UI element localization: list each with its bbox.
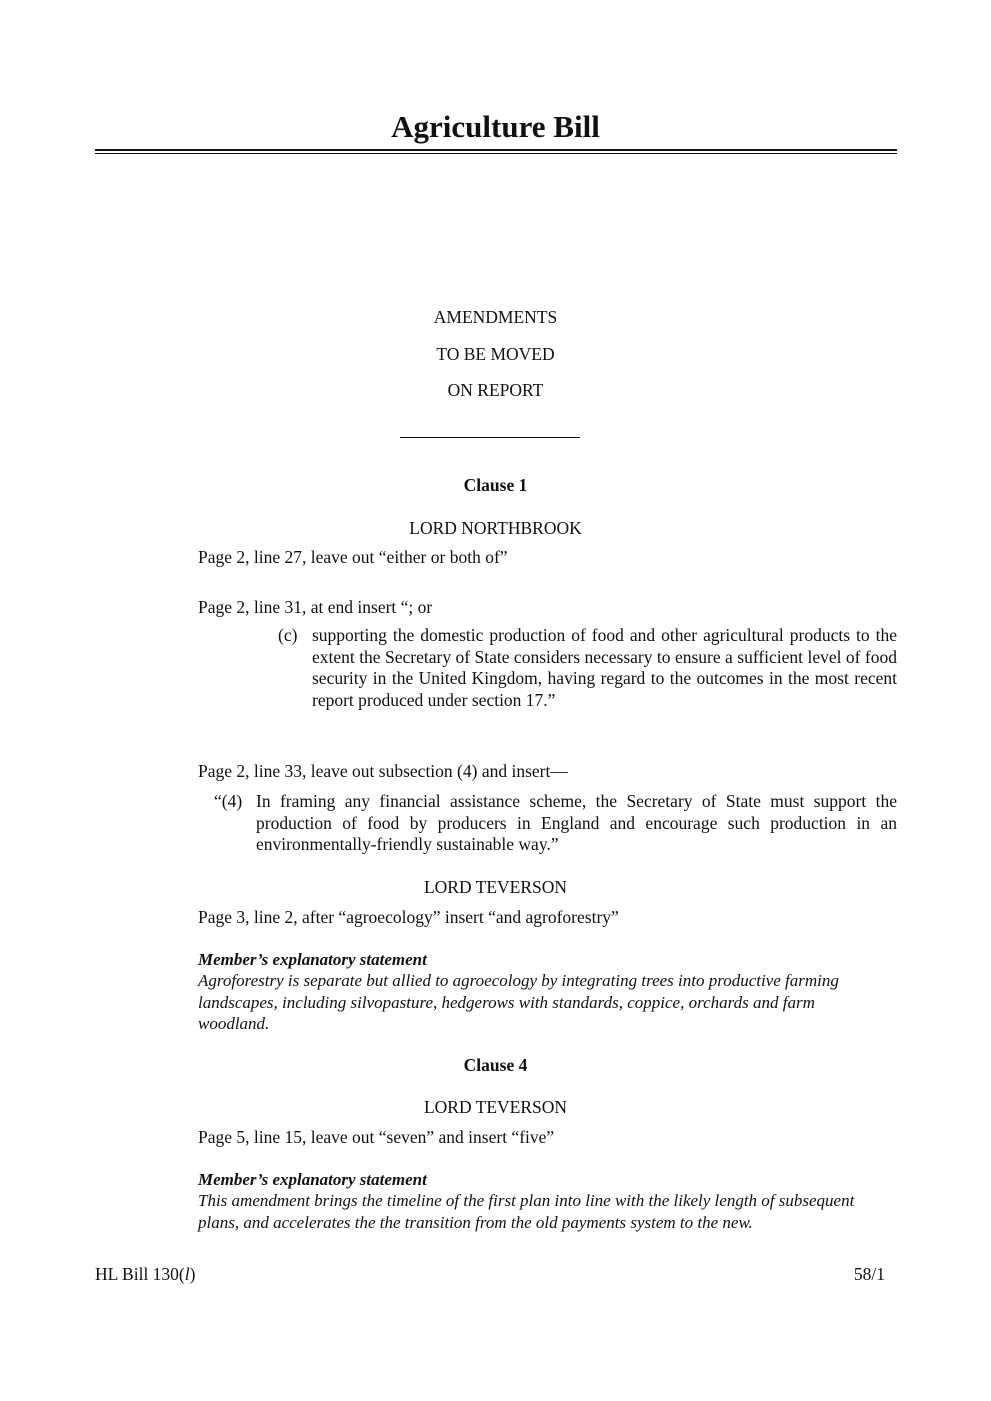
- document-title: Agriculture Bill: [391, 109, 600, 144]
- paragraph-label: (c): [278, 625, 298, 645]
- title-rule-thin: [95, 153, 897, 154]
- bill-ref-letter: l: [184, 1264, 190, 1284]
- amendment-text: Page 5, line 15, leave out “seven” and insert “five”: [198, 1127, 555, 1147]
- member-name: LORD TEVERSON: [423, 1097, 568, 1117]
- subsection-text: In framing any financial assistance scheme, the Secretary of State must support the production of food by producers in England and encourage such production in an environmentally-friendly sustainable way.”: [256, 791, 897, 854]
- bill-ref-prefix: HL Bill 130(: [95, 1264, 185, 1284]
- explanatory-statement-heading: Member’s explanatory statement: [198, 950, 427, 969]
- amendment-text: Page 2, line 33, leave out subsection (4) and insert—: [198, 761, 568, 781]
- heading-line-1: AMENDMENTS: [433, 307, 558, 327]
- heading-divider: [400, 437, 580, 438]
- bill-ref-suffix: ): [189, 1264, 196, 1284]
- clause-heading: Clause 4: [463, 1055, 528, 1075]
- explanatory-statement-heading: Member’s explanatory statement: [198, 1170, 427, 1189]
- inserted-subsection: [214, 791, 897, 856]
- inserted-paragraph: [278, 625, 897, 711]
- subsection-label: “(4): [214, 791, 243, 811]
- title-rule-thick: [95, 149, 897, 151]
- clause-heading: Clause 1: [463, 475, 528, 495]
- page-reference: 58/1: [853, 1264, 885, 1284]
- amendment-text: Page 3, line 2, after “agroecology” insert “and agroforestry”: [198, 907, 619, 927]
- heading-line-2: TO BE MOVED: [436, 344, 555, 364]
- member-name: LORD TEVERSON: [423, 877, 568, 897]
- heading-line-3: ON REPORT: [447, 380, 544, 400]
- explanatory-statement: Agroforestry is separate but allied to agroecology by integrating trees into productive farming landscapes, including silvopasture, hedgerows with standards, coppice, orchards and farm woodland.: [198, 971, 839, 1033]
- amendment-text: Page 2, line 27, leave out “either or both of”: [198, 547, 508, 567]
- amendment-text: Page 2, line 31, at end insert “; or: [198, 597, 433, 617]
- bill-reference: [95, 1264, 195, 1286]
- paragraph-text: supporting the domestic production of food and other agricultural products to the extent the Secretary of State considers necessary to ensure a sufficient level of food security in the United Kingdom, having regard to the outcomes in the most recent report produced under section 17.”: [312, 625, 897, 710]
- member-name: LORD NORTHBROOK: [409, 518, 582, 538]
- explanatory-statement: This amendment brings the timeline of the first plan into line with the likely length of subsequent plans, and accelerates the the transition from the old payments system to the new.: [198, 1191, 855, 1232]
